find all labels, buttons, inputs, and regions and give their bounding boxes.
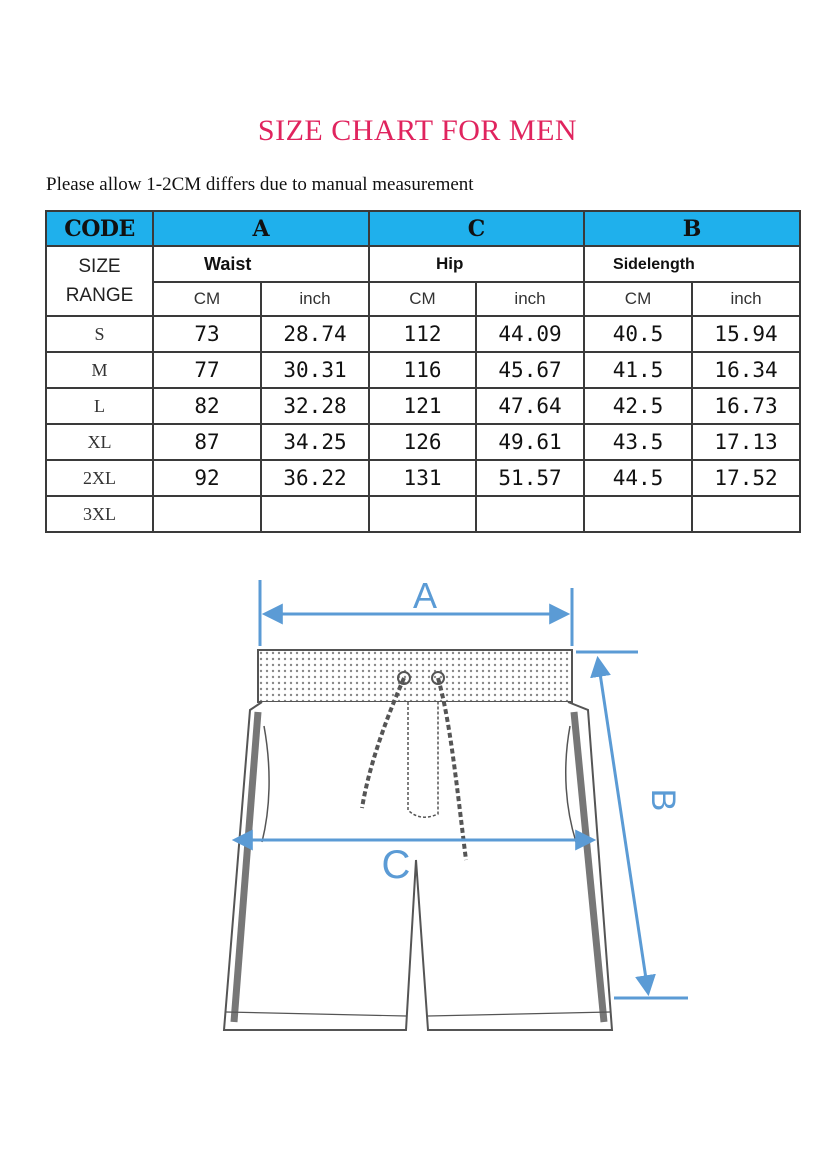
group-c-header: C [369, 211, 584, 246]
measure-row [46, 246, 800, 282]
table-row [46, 496, 800, 532]
value-cell: 51.57 [476, 460, 584, 496]
value-cell [476, 496, 584, 532]
value-cell: 44.09 [476, 316, 584, 352]
value-cell: 17.52 [692, 460, 800, 496]
value-cell: 16.73 [692, 388, 800, 424]
shorts-body [224, 702, 612, 1030]
table-row [46, 424, 800, 460]
size-cell: S [46, 316, 153, 352]
group-b-header: B [584, 211, 800, 246]
measurement-note: Please allow 1-2CM differs due to manual measurement [46, 174, 474, 195]
value-cell: 15.94 [692, 316, 800, 352]
size-cell: XL [46, 424, 153, 460]
value-cell: 77 [153, 352, 261, 388]
table-row [46, 352, 800, 388]
waistband [258, 650, 572, 702]
group-a-header: A [153, 211, 369, 246]
size-range-line2: RANGE [65, 285, 134, 306]
value-cell [153, 496, 261, 532]
size-range-cell [46, 246, 153, 316]
size-cell: 2XL [46, 460, 153, 496]
value-cell: 43.5 [584, 424, 692, 460]
shorts-measurement-diagram [0, 560, 835, 1060]
table-row [46, 388, 800, 424]
unit-inch: inch [692, 282, 800, 316]
value-cell: 87 [153, 424, 261, 460]
value-cell [369, 496, 476, 532]
size-cell: L [46, 388, 153, 424]
value-cell: 82 [153, 388, 261, 424]
value-cell: 16.34 [692, 352, 800, 388]
value-cell: 92 [153, 460, 261, 496]
measure-c-label: C [381, 843, 411, 887]
sidelength-label: Sidelength [613, 256, 695, 273]
measure-a-label: A [412, 575, 438, 616]
value-cell: 28.74 [261, 316, 369, 352]
table-row [46, 460, 800, 496]
unit-inch: inch [261, 282, 369, 316]
hip-label-cell [369, 246, 584, 282]
size-cell: M [46, 352, 153, 388]
sidelength-label-cell [584, 246, 800, 282]
value-cell [261, 496, 369, 532]
unit-cm: CM [369, 282, 476, 316]
value-cell: 17.13 [692, 424, 800, 460]
size-cell: 3XL [46, 496, 153, 532]
value-cell: 116 [369, 352, 476, 388]
value-cell: 45.67 [476, 352, 584, 388]
value-cell: 40.5 [584, 316, 692, 352]
value-cell: 42.5 [584, 388, 692, 424]
value-cell: 112 [369, 316, 476, 352]
value-cell: 121 [369, 388, 476, 424]
size-chart-table [45, 210, 801, 533]
value-cell: 47.64 [476, 388, 584, 424]
value-cell: 30.31 [261, 352, 369, 388]
table-row [46, 316, 800, 352]
code-header: CODE [46, 211, 153, 246]
size-range-line1: SIZE [78, 256, 121, 277]
measure-b-label: B [644, 788, 682, 812]
page-title: SIZE CHART FOR MEN [257, 114, 578, 147]
value-cell: 49.61 [476, 424, 584, 460]
value-cell: 36.22 [261, 460, 369, 496]
unit-cm: CM [584, 282, 692, 316]
value-cell: 44.5 [584, 460, 692, 496]
value-cell: 32.28 [261, 388, 369, 424]
waist-label-cell [153, 246, 369, 282]
value-cell: 131 [369, 460, 476, 496]
value-cell [692, 496, 800, 532]
unit-row [46, 282, 800, 316]
header-row [46, 211, 800, 246]
value-cell: 34.25 [261, 424, 369, 460]
value-cell [584, 496, 692, 532]
waist-label: Waist [204, 253, 252, 274]
hip-label: Hip [436, 254, 464, 273]
value-cell: 126 [369, 424, 476, 460]
unit-cm: CM [153, 282, 261, 316]
value-cell: 73 [153, 316, 261, 352]
value-cell: 41.5 [584, 352, 692, 388]
unit-inch: inch [476, 282, 584, 316]
